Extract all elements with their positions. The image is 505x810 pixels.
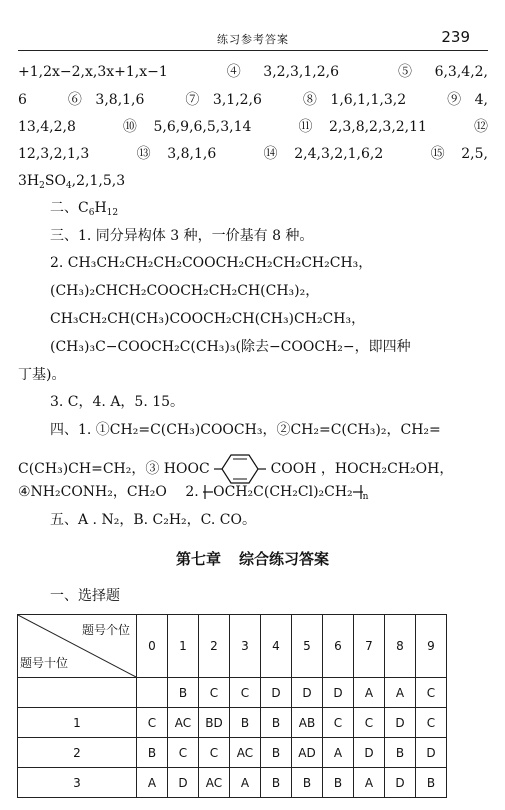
- answer-line-6: [50, 198, 488, 223]
- table-cell: A: [230, 768, 261, 798]
- polymer-bracket-right-icon: [353, 482, 363, 502]
- page-number: 239: [441, 28, 470, 46]
- table-cell: D: [261, 678, 292, 708]
- table-row: [18, 708, 447, 738]
- table-cell: A: [354, 678, 385, 708]
- digit-header: 7: [354, 615, 385, 678]
- row-label: 2: [18, 738, 137, 768]
- l5-c: SO: [44, 173, 66, 189]
- row-label: [18, 678, 137, 708]
- table-cell: B: [261, 768, 292, 798]
- l6-a: 二、C: [50, 200, 89, 216]
- table-cell: A: [323, 738, 354, 768]
- digit-header: 6: [323, 615, 354, 678]
- table-cell: C: [230, 678, 261, 708]
- table-row: [18, 678, 447, 708]
- digit-header: 4: [261, 615, 292, 678]
- chapter-name: 综合练习答案: [239, 550, 330, 568]
- table-cell: B: [323, 768, 354, 798]
- table-cell: B: [292, 768, 323, 798]
- table-cell: AB: [292, 708, 323, 738]
- answer-line-8: 2. CH₃CH₂CH₂CH₂COOCH₂CH₂CH₂CH₂CH₃，: [50, 255, 373, 271]
- l5-a: 3H: [18, 173, 40, 189]
- table-cell: [137, 678, 168, 708]
- table-cell: C: [199, 738, 230, 768]
- table-cell: D: [385, 708, 416, 738]
- table-cell: B: [168, 678, 199, 708]
- l16-sub-n: n: [362, 492, 369, 502]
- digit-header: 9: [416, 615, 447, 678]
- table-cell: C: [137, 708, 168, 738]
- l15-b: COOH ，HOCH₂CH₂OH，: [270, 461, 454, 477]
- table-row: [18, 738, 447, 768]
- table-cell: D: [385, 768, 416, 798]
- table-cell: AC: [199, 768, 230, 798]
- table-cell: C: [416, 708, 447, 738]
- l6-sub-12: 12: [106, 208, 119, 218]
- corner-bottom-label: 题号十位: [20, 656, 69, 670]
- table-cell: B: [261, 738, 292, 768]
- answer-line-13: 3. C，4. A，5. 15。: [50, 394, 185, 410]
- l5-sub-2: 2: [39, 181, 45, 191]
- table-cell: A: [385, 678, 416, 708]
- table-cell: C: [168, 738, 199, 768]
- header-title: 练习参考答案: [217, 33, 289, 46]
- digit-header: 3: [230, 615, 261, 678]
- table-cell: AC: [168, 708, 199, 738]
- answer-line-4: 12,3,2,1,3 ⑬3,8,1,6 ⑭2,4,3,2,1,6,2 ⑮2,5,: [18, 146, 488, 162]
- table-cell: BD: [199, 708, 230, 738]
- row-label: 1: [18, 708, 137, 738]
- benzene-ring-icon: [214, 452, 266, 486]
- answer-line-16: [18, 482, 488, 507]
- digit-header: 8: [385, 615, 416, 678]
- table-cell: D: [416, 738, 447, 768]
- answer-line-9: (CH₃)₂CHCH₂COOCH₂CH₂CH(CH₃)₂，: [50, 283, 320, 299]
- table-cell: D: [354, 738, 385, 768]
- digit-header: 0: [137, 615, 168, 678]
- l16-b: OCH₂C(CH₂Cl)₂CH₂: [213, 484, 353, 500]
- section-heading: 一、选择题: [50, 588, 120, 604]
- answer-line-3: 13,4,2,8 ⑩5,6,9,6,5,3,14 ⑪2,3,8,2,3,2,11 ⑫: [18, 119, 488, 135]
- table-cell: C: [323, 708, 354, 738]
- l16-a: ④NH₂CONH₂，CH₂O 2.: [18, 484, 199, 500]
- answer-line-11: (CH₃)₃C−COOCH₂C(CH₃)₃(除去−COOCH₂−，即四种: [50, 339, 411, 355]
- l5-e: ,2,1,5,3: [71, 173, 126, 189]
- answer-line-12: 丁基)。: [18, 367, 66, 383]
- chapter-number: 第七章: [175, 550, 221, 568]
- answer-line-10: CH₃CH₂CH(CH₃)COOCH₂CH(CH₃)CH₂CH₃，: [50, 311, 366, 327]
- table-cell: A: [354, 768, 385, 798]
- answer-line-1: +1,2x−2,x,3x+1,x−1 ④3,2,3,1,2,6 ⑤6,3,4,2,: [18, 64, 488, 80]
- answer-line-7: 三、1. 同分异构体 3 种，一价基有 8 种。: [50, 228, 314, 244]
- table-cell: C: [416, 678, 447, 708]
- polymer-bracket-left-icon: [203, 482, 213, 502]
- table-cell: A: [137, 768, 168, 798]
- answer-table: [17, 614, 447, 798]
- table-cell: B: [230, 708, 261, 738]
- table-cell: AD: [292, 738, 323, 768]
- digit-header: 2: [199, 615, 230, 678]
- table-cell: D: [168, 768, 199, 798]
- table-cell: B: [261, 708, 292, 738]
- answer-line-5: [18, 171, 488, 196]
- answer-line-14: 四、1. ①CH₂=C(CH₃)COOCH₃，②CH₂=C(CH₃)₂，CH₂=: [50, 422, 441, 438]
- l6-sub-6: 6: [88, 208, 95, 218]
- digit-header: 5: [292, 615, 323, 678]
- table-row: [18, 768, 447, 798]
- table-cell: D: [292, 678, 323, 708]
- row-label: 3: [18, 768, 137, 798]
- corner-top-label: 题号个位: [81, 623, 130, 637]
- l5-sub-4: 4: [65, 181, 72, 191]
- chapter-title: [0, 548, 505, 569]
- page-header: [18, 28, 488, 51]
- table-cell: AC: [230, 738, 261, 768]
- table-header-row: [18, 615, 447, 678]
- table-corner-cell: [18, 615, 137, 678]
- answer-line-2: 6 ⑥3,8,1,6 ⑦3,1,2,6 ⑧1,6,1,1,3,2 ⑨4,: [18, 92, 488, 108]
- table-cell: B: [416, 768, 447, 798]
- table-cell: B: [385, 738, 416, 768]
- table-cell: D: [323, 678, 354, 708]
- table-cell: C: [199, 678, 230, 708]
- answer-line-15: [18, 452, 488, 486]
- table-cell: C: [354, 708, 385, 738]
- table-cell: B: [137, 738, 168, 768]
- answer-line-17: 五、A . N₂，B. C₂H₂，C. CO。: [50, 512, 256, 528]
- digit-header: 1: [168, 615, 199, 678]
- l15-a: C(CH₃)CH=CH₂，③ HOOC: [18, 461, 210, 477]
- l6-c: H: [94, 200, 107, 216]
